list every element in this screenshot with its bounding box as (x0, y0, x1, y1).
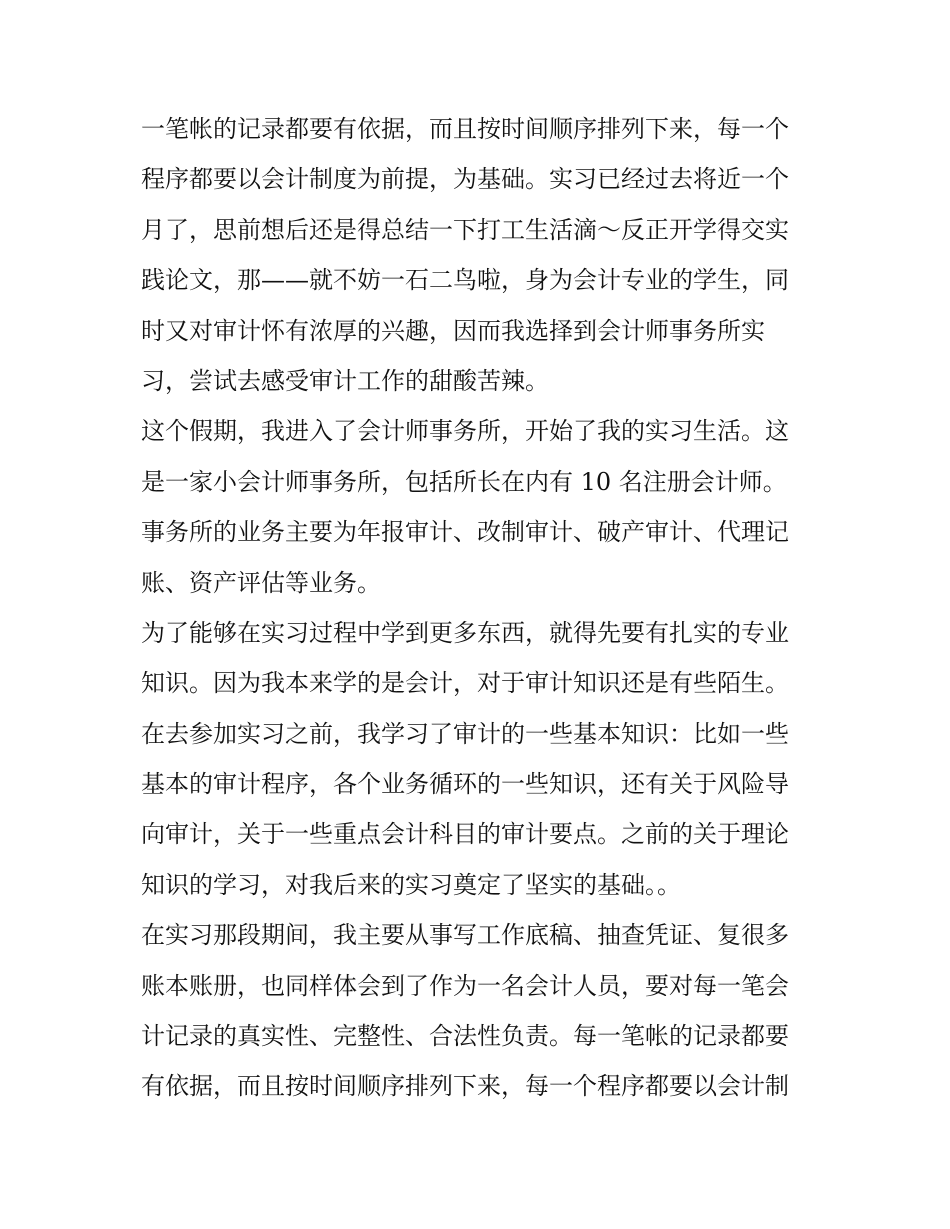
text-line-15: 向审计，关于一些重点会计科目的审计要点。之前的关于理论 (141, 820, 789, 849)
text-line-13: 在去参加实习之前，我学习了审计的一些基本知识：比如一些 (141, 719, 789, 748)
text-line-12: 知识。因为我本来学的是会计，对于审计知识还是有些陌生。 (141, 669, 789, 698)
text-line-9: 事务所的业务主要为年报审计、改制审计、破产审计、代理记 (141, 518, 789, 547)
text-line-5: 时又对审计怀有浓厚的兴趣，因而我选择到会计师事务所实 (141, 316, 765, 345)
text-line-17: 在实习那段期间，我主要从事写工作底稿、抽查凭证、复很多 (141, 921, 789, 950)
text-line-10: 账、资产评估等业务。 (141, 568, 381, 597)
text-line-11: 为了能够在实习过程中学到更多东西，就得先要有扎实的专业 (141, 618, 789, 647)
text-line-6: 习，尝试去感受审计工作的甜酸苦辣。 (141, 366, 549, 395)
text-line-20: 有依据，而且按时间顺序排列下来，每一个程序都要以会计制 (141, 1072, 789, 1101)
text-line-8: 是一家小会计师事务所，包括所长在内有 10 名注册会计师。 (141, 467, 787, 496)
text-line-3: 月了，思前想后还是得总结一下打工生活滴～反正开学得交实 (141, 215, 789, 244)
text-line-18: 账本账册，也同样体会到了作为一名会计人员，要对每一笔会 (141, 971, 789, 1000)
text-line-4: 践论文，那——就不妨一石二鸟啦，身为会计专业的学生，同 (141, 266, 789, 295)
text-line-16: 知识的学习，对我后来的实习奠定了坚实的基础。。 (141, 870, 681, 899)
text-line-1: 一笔帐的记录都要有依据，而且按时间顺序排列下来，每一个 (141, 115, 789, 143)
text-line-14: 基本的审计程序，各个业务循环的一些知识，还有关于风险导 (141, 770, 789, 799)
document-body (141, 104, 813, 1112)
text-line-7: 这个假期，我进入了会计师事务所，开始了我的实习生活。这 (141, 417, 789, 446)
text-line-19: 计记录的真实性、完整性、合法性负责。每一笔帐的记录都要 (141, 1022, 789, 1051)
text-line-2: 程序都要以会计制度为前提，为基础。实习已经过去将近一个 (141, 165, 789, 194)
